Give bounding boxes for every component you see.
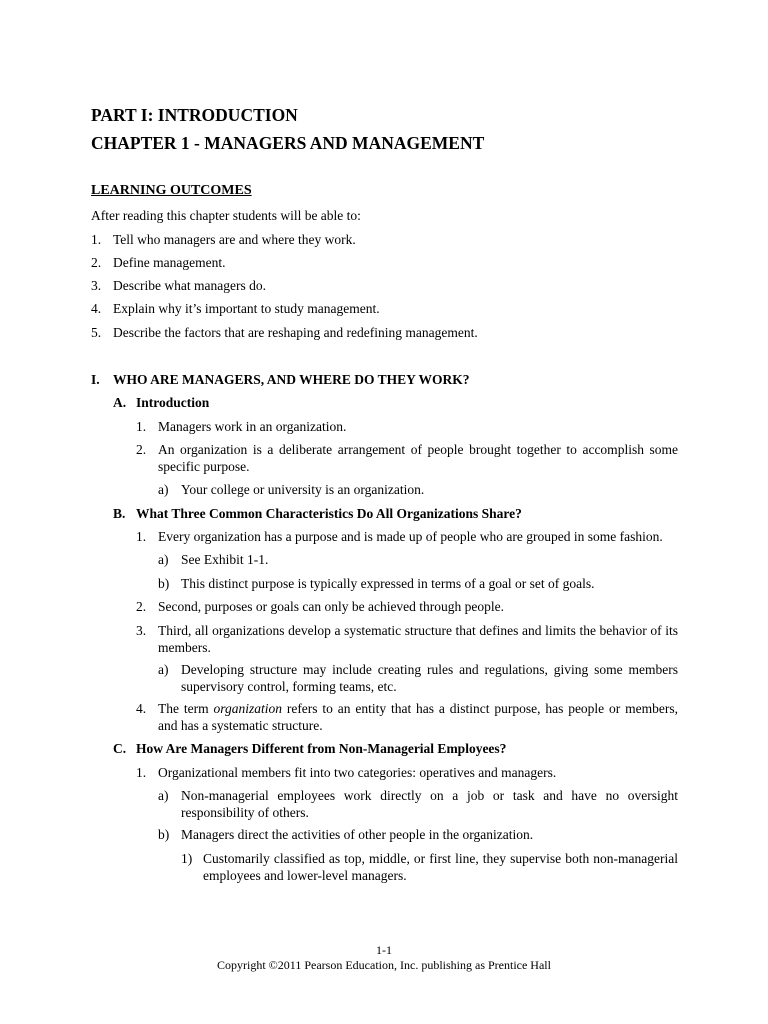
subitem-letter: a)	[158, 552, 169, 567]
copyright-notice: Copyright ©2011 Pearson Education, Inc. publishing as Prentice Hall	[217, 958, 551, 972]
item-text-pre: The term	[158, 701, 214, 716]
outcome-number: 1.	[91, 232, 102, 247]
learning-outcomes-intro: After reading this chapter students will be able to:	[91, 208, 361, 223]
subsection-title: How Are Managers Different from Non-Managerial Employees?	[136, 741, 507, 756]
item-text: Managers work in an organization.	[158, 419, 347, 434]
subsubitem-number: 1)	[181, 851, 193, 866]
item-text: An organization is a deliberate arrangement of people brought together to accomplish some specific purpose.	[158, 442, 678, 474]
subitem-text: This distinct purpose is typically expressed in terms of a goal or set of goals.	[181, 576, 595, 591]
chapter-title: CHAPTER 1 - MANAGERS AND MANAGEMENT	[91, 133, 485, 153]
outcome-number: 2.	[91, 255, 102, 270]
subitem-text: Developing structure may include creating rules and regulations, giving some members supervisory control, forming teams, etc.	[181, 662, 678, 694]
item-number: 2.	[136, 599, 147, 614]
item-number: 1.	[136, 529, 147, 544]
subitem-letter: b)	[158, 576, 170, 591]
section-title: WHO ARE MANAGERS, AND WHERE DO THEY WORK?	[113, 372, 470, 387]
subsection-title: What Three Common Characteristics Do All Organizations Share?	[136, 506, 522, 521]
subsection-letter: B.	[113, 506, 126, 521]
outcome-text: Tell who managers are and where they work.	[113, 232, 356, 247]
subitem-text: Managers direct the activities of other people in the organization.	[181, 827, 534, 842]
subsection-title: Introduction	[136, 395, 210, 410]
page-number: 1-1	[376, 943, 392, 957]
subsubitem-text: Customarily classified as top, middle, or first line, they supervise both non-managerial employees and lower-level managers.	[203, 851, 678, 883]
item-number: 4.	[136, 701, 147, 716]
subitem-text: See Exhibit 1-1.	[181, 552, 269, 567]
outcome-number: 3.	[91, 278, 102, 293]
item-text: Organizational members fit into two categories: operatives and managers.	[158, 765, 557, 780]
outcome-text: Explain why it’s important to study management.	[113, 301, 380, 316]
section-number: I.	[91, 372, 100, 387]
item-number: 3.	[136, 623, 147, 638]
outcome-number: 4.	[91, 301, 102, 316]
item-text: Every organization has a purpose and is made up of people who are grouped in some fashion.	[158, 529, 663, 544]
outcome-text: Describe what managers do.	[113, 278, 266, 293]
item-text: Second, purposes or goals can only be achieved through people.	[158, 599, 505, 614]
item-text-post: refers to an entity that has a distinct purpose, has people or members, and has a systematic structure.	[158, 701, 678, 733]
subitem-text: Your college or university is an organization.	[181, 482, 425, 497]
subitem-letter: a)	[158, 788, 169, 803]
subitem-letter: a)	[158, 482, 169, 497]
outcome-text: Describe the factors that are reshaping and redefining management.	[113, 325, 478, 340]
subsection-letter: C.	[113, 741, 127, 756]
outcome-number: 5.	[91, 325, 102, 340]
item-number: 1.	[136, 765, 147, 780]
item-number: 1.	[136, 419, 147, 434]
subitem-letter: a)	[158, 662, 169, 677]
learning-outcomes-heading: LEARNING OUTCOMES	[91, 183, 252, 198]
subitem-text: Non-managerial employees work directly on a job or task and have no oversight responsibility of others.	[181, 788, 678, 820]
subsection-letter: A.	[113, 395, 127, 410]
term-organization: organization	[213, 701, 282, 716]
subitem-letter: b)	[158, 827, 170, 842]
item-number: 2.	[136, 442, 147, 457]
outcome-text: Define management.	[113, 255, 226, 270]
item-text: Third, all organizations develop a systematic structure that defines and limits the behavior of its members.	[158, 623, 678, 655]
item-text	[158, 700, 678, 734]
part-title: PART I: INTRODUCTION	[91, 105, 298, 125]
